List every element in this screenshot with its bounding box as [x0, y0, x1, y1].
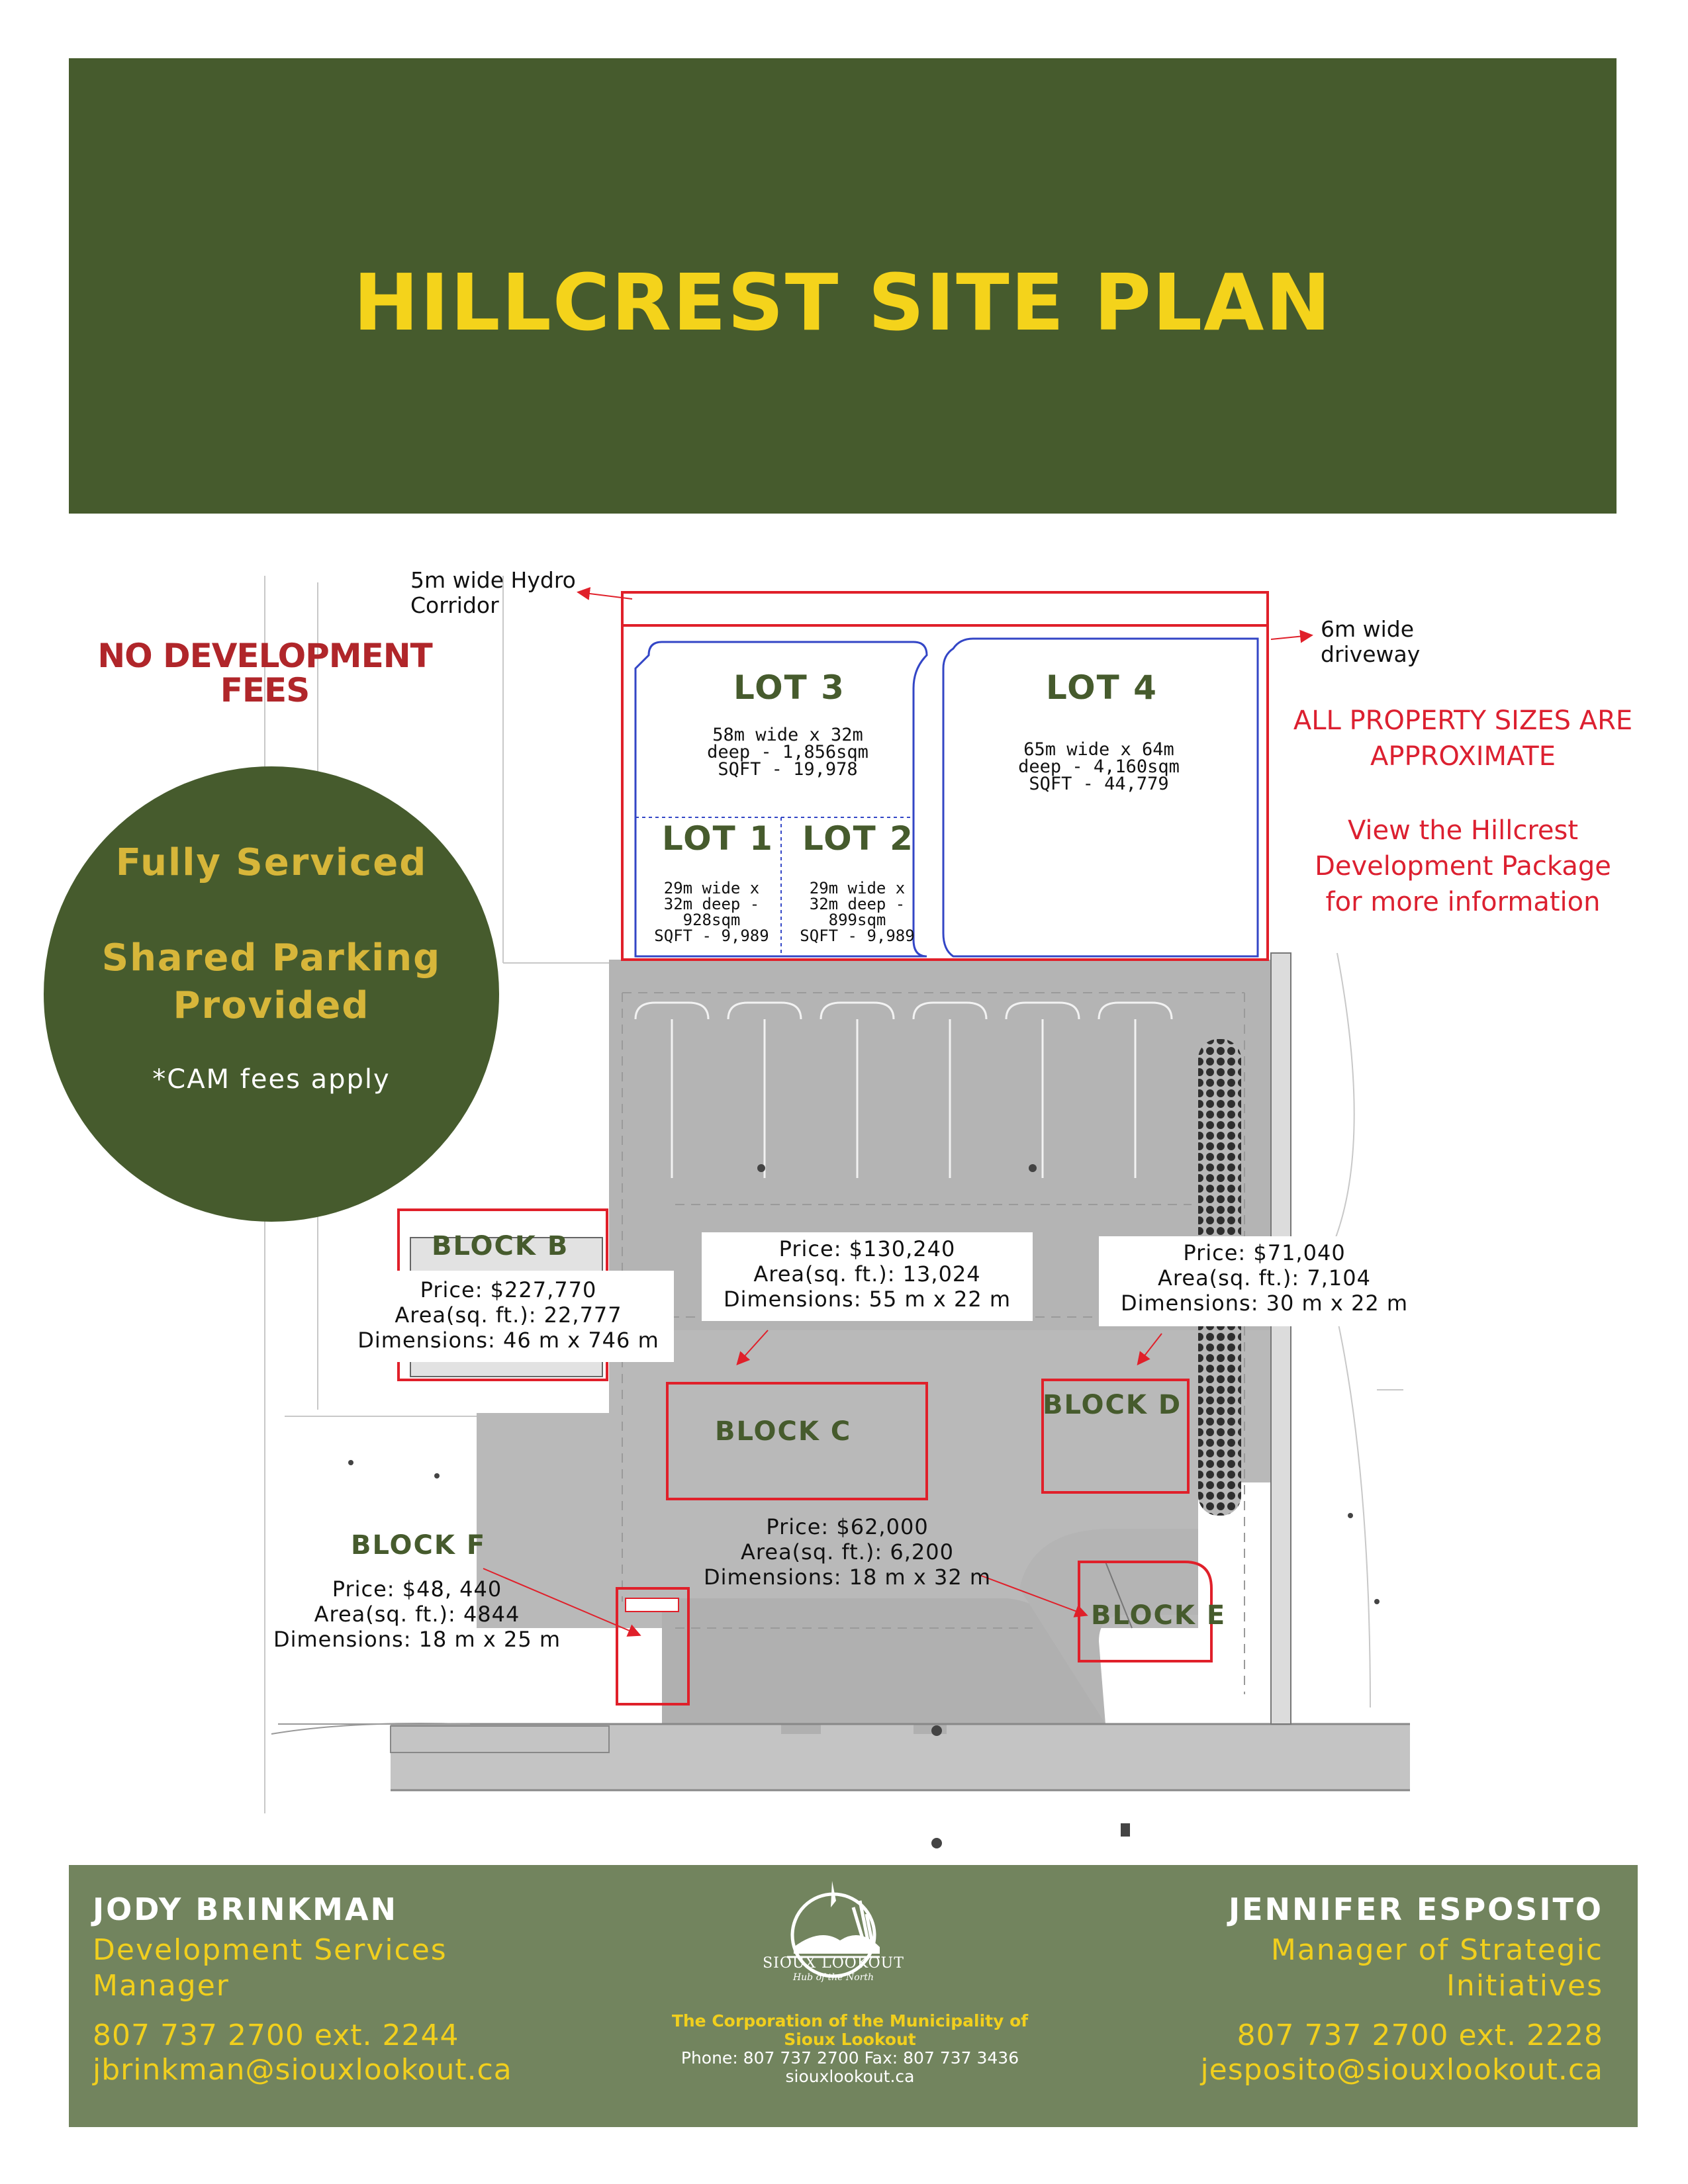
logo-name: SIOUX LOOKOUT	[763, 1955, 904, 1972]
hydro-corridor-note: 5m wide Hydro Corridor	[410, 567, 576, 618]
right-contact-role: Manager of Strategic Initiatives	[1270, 1933, 1603, 2003]
left-email-link[interactable]: jbrinkman@siouxlookout.ca	[93, 2053, 512, 2087]
footer	[69, 1865, 1638, 2127]
lot-4-label: LOT 4	[1046, 668, 1158, 707]
corporation-phone-fax: Phone: 807 737 2700 Fax: 807 737 3436	[680, 2048, 1019, 2068]
lot-1-details: 29m wide x 32m deep - 928sqm SQFT - 9,989	[654, 879, 769, 945]
block-c-label: BLOCK C	[715, 1416, 852, 1447]
corporation-info	[638, 2012, 1062, 2086]
left-contact-role: Development Services Manager	[93, 1933, 447, 2003]
lot-1-label: LOT 1	[662, 819, 774, 858]
left-phone: 807 737 2700 ext. 2244	[93, 2019, 459, 2052]
driveway-note: 6m wide driveway	[1321, 616, 1421, 667]
lot-2-label: LOT 2	[802, 819, 914, 858]
block-d-label: BLOCK D	[1043, 1390, 1182, 1420]
services-circle	[44, 766, 499, 1222]
right-phone: 807 737 2700 ext. 2228	[1237, 2019, 1603, 2052]
left-contact-name: JODY BRINKMAN	[93, 1891, 398, 1927]
provided-text: Provided	[173, 984, 370, 1027]
lot-3-details: 58m wide x 32m deep - 1,856sqm SQFT - 19,978	[707, 725, 868, 780]
block-b-label: BLOCK B	[432, 1231, 569, 1261]
shared-parking-text: Shared Parking	[101, 936, 442, 979]
right-contact-name: JENNIFER ESPOSITO	[1228, 1891, 1603, 1927]
lot-2-details: 29m wide x 32m deep - 899sqm SQFT - 9,989	[800, 879, 915, 945]
page-title: HILLCREST SITE PLAN	[353, 257, 1333, 348]
left-contact-details	[93, 2019, 512, 2087]
header-banner	[69, 58, 1617, 514]
block-d-info: Price: $71,040 Area(sq. ft.): 7,104 Dimensions: 30 m x 22 m	[1099, 1236, 1430, 1326]
approximate-note: ALL PROPERTY SIZES ARE APPROXIMATE	[1293, 705, 1633, 772]
block-c-info: Price: $130,240 Area(sq. ft.): 13,024 Dimensions: 55 m x 22 m	[702, 1232, 1033, 1321]
corporation-name: The Corporation of the Municipality of Sioux Lookout	[671, 2011, 1029, 2049]
block-e-label: BLOCK E	[1091, 1600, 1227, 1631]
logo-tagline: Hub of the North	[792, 1972, 874, 1983]
no-development-fees-note: NO DEVELOPMENT FEES	[97, 637, 432, 709]
lot-3-label: LOT 3	[733, 668, 845, 707]
block-f-label: BLOCK F	[351, 1530, 487, 1561]
block-f-info: Price: $48, 440 Area(sq. ft.): 4844 Dimensions: 18 m x 25 m	[273, 1576, 561, 1652]
right-email-link[interactable]: jesposito@siouxlookout.ca	[1200, 2053, 1603, 2087]
cam-fees-note: *CAM fees apply	[152, 1064, 391, 1095]
block-b-info: Price: $227,770 Area(sq. ft.): 22,777 Dimensions: 46 m x 746 m	[343, 1271, 674, 1362]
block-e-info: Price: $62,000 Area(sq. ft.): 6,200 Dimensions: 18 m x 32 m	[703, 1514, 992, 1590]
view-package-note: View the Hillcrest Development Package for more information	[1315, 815, 1611, 917]
lot-4-details: 65m wide x 64m deep - 4,160sqm SQFT - 44,779	[1018, 739, 1180, 794]
right-contact-details	[1200, 2019, 1603, 2087]
fully-serviced-text: Fully Serviced	[115, 841, 428, 884]
corporation-website-link[interactable]: siouxlookout.ca	[785, 2067, 915, 2086]
